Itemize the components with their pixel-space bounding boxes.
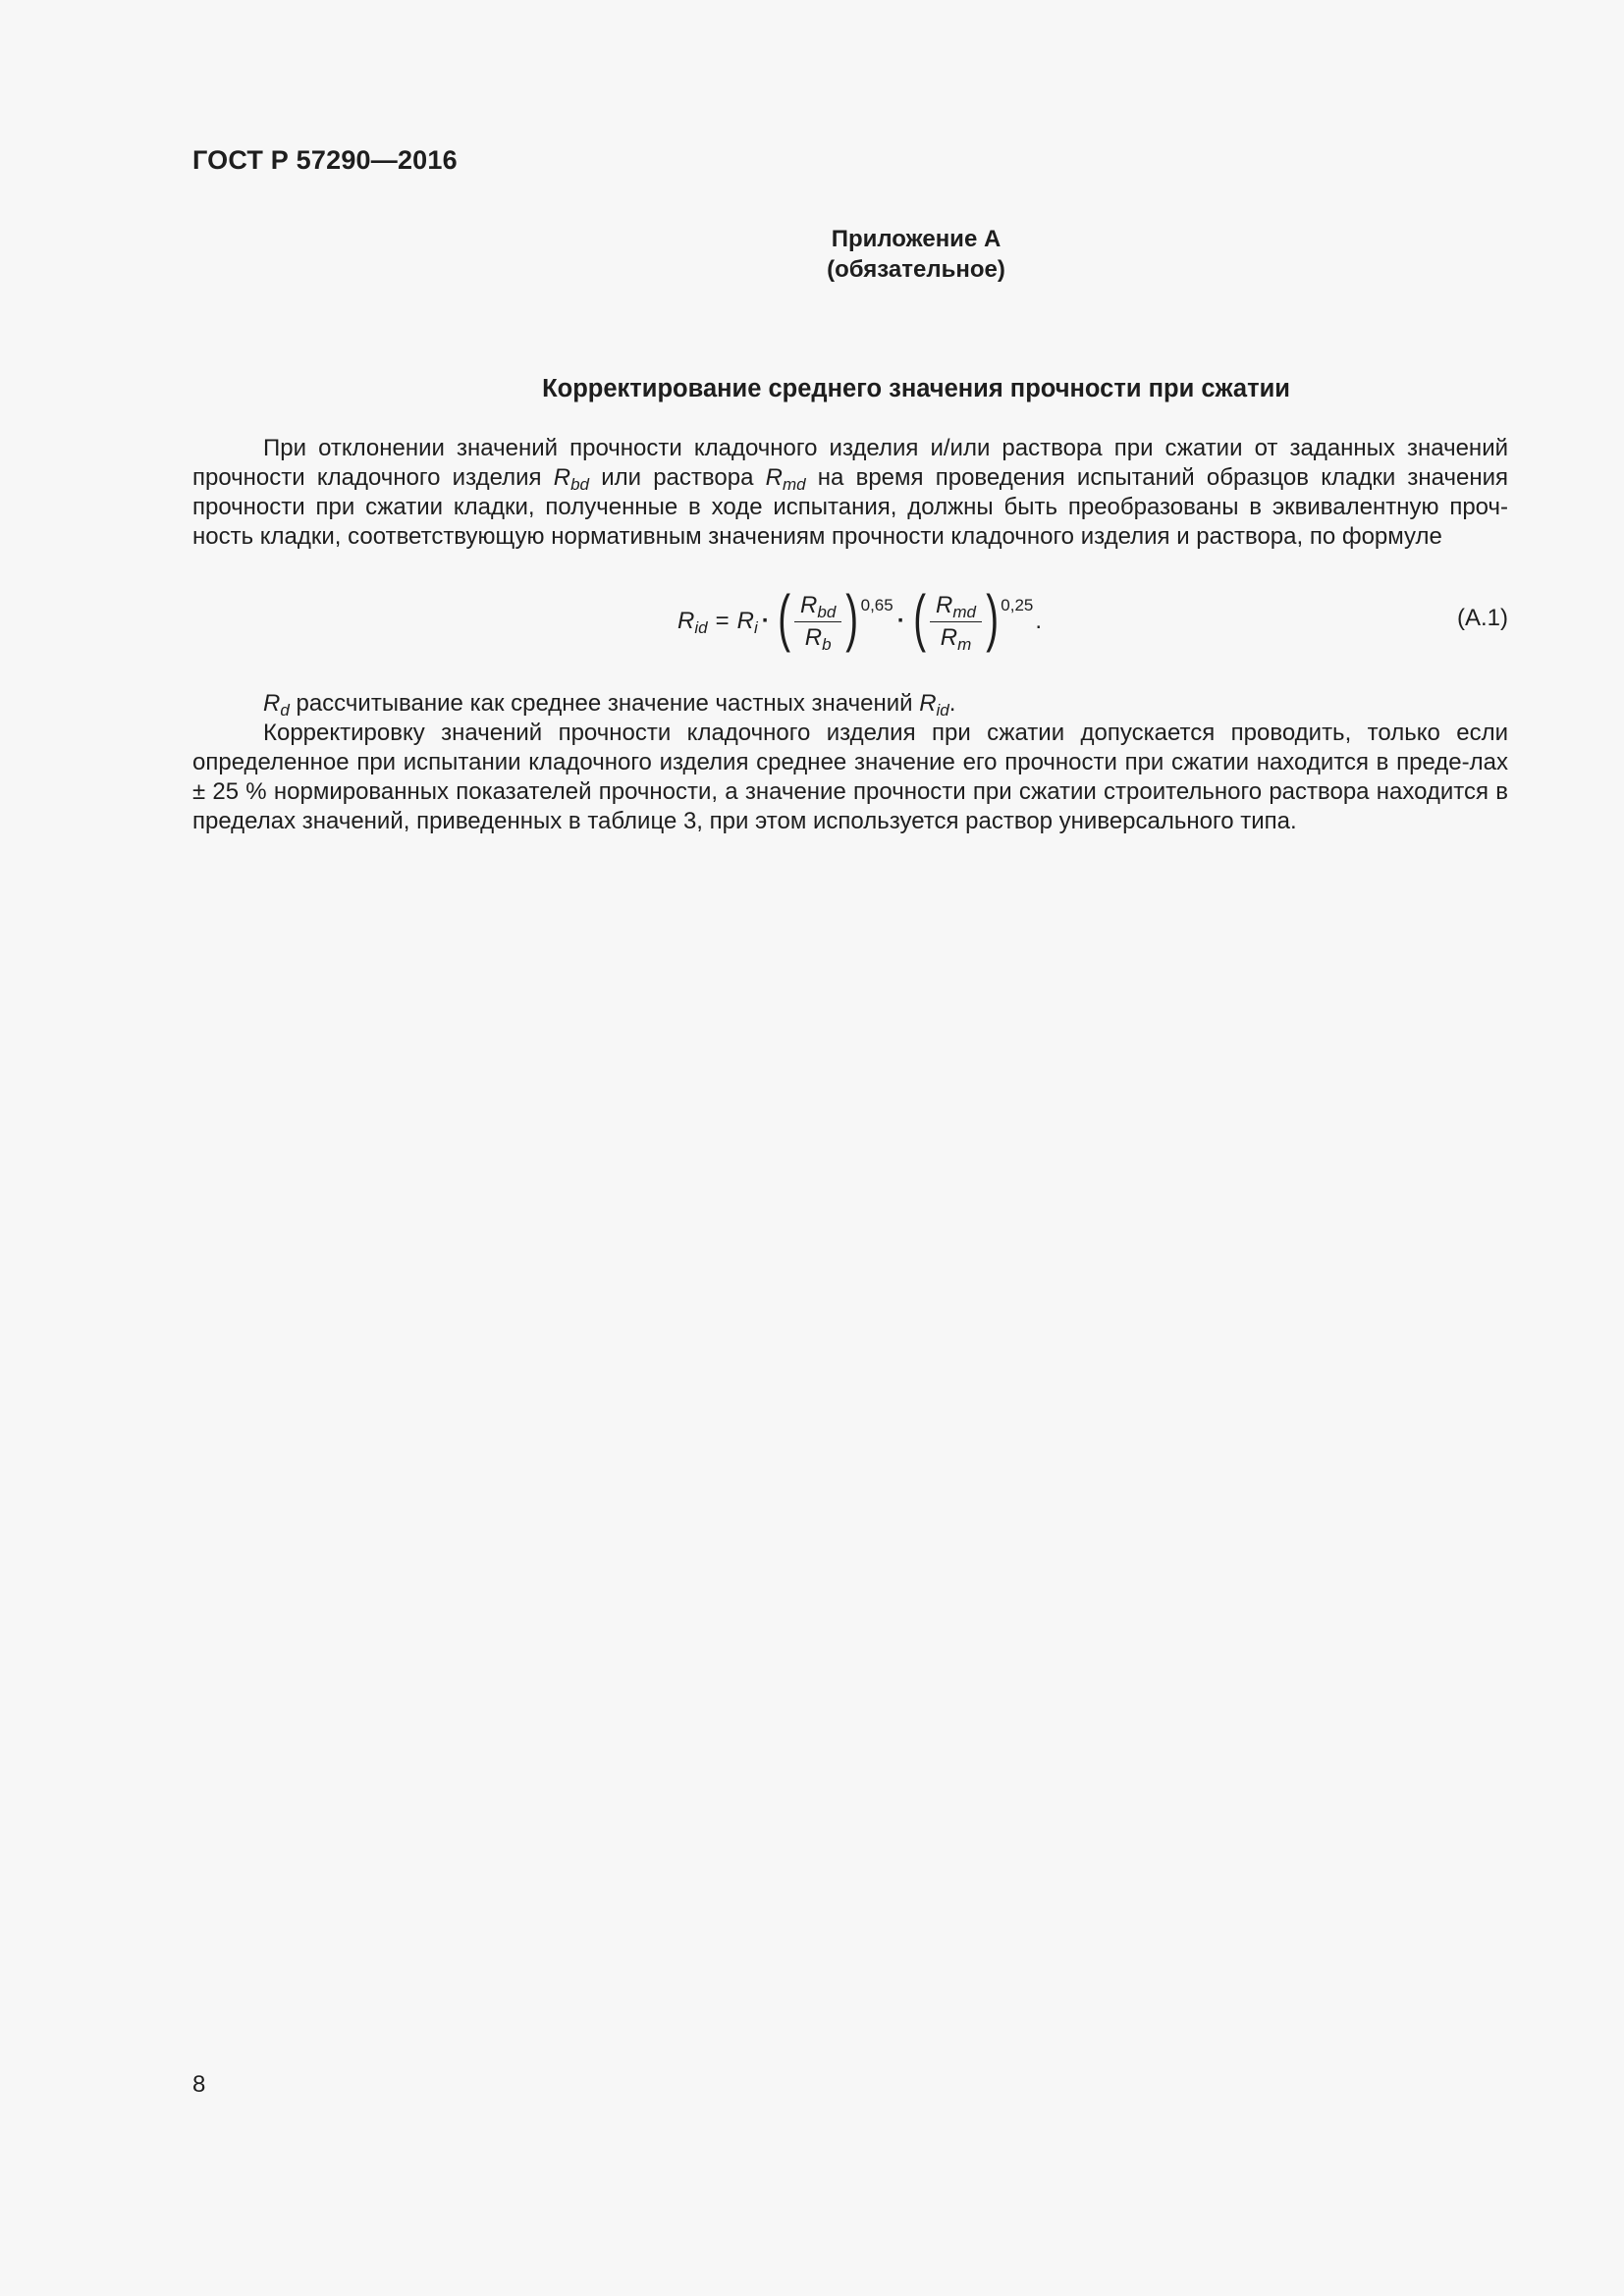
fraction-2-numerator: $R_{md}$ <box>930 592 982 622</box>
fraction-2-denominator: $R_m$ <box>940 623 972 654</box>
paragraph-body <box>192 689 1508 836</box>
formula-lhs: $R_{id}$ <box>677 608 708 637</box>
paragraph-condition: Корректировку значений прочности кладочного изделия при сжатии допускается проводить, только если определенное при испытании кладочного изделия среднее значение его прочности при сжатии находится в преде-лах ± 25 % нормированных показателей прочности, а значение прочности при сжатии строительного раствора находится в пределах значений, приведенных в таблице 3, при этом используется раствор универсального типа. <box>192 720 1508 834</box>
left-paren: ( <box>912 582 926 653</box>
text-run: . <box>948 690 956 717</box>
section-title: Корректирование среднего значения прочности при сжатии <box>542 375 1290 402</box>
exponent-1: 0,65 <box>860 595 893 614</box>
annex-status: (обязательное) <box>827 256 1005 283</box>
fraction-2 <box>930 592 982 652</box>
right-paren: ) <box>845 582 859 653</box>
exponent-2: 0,25 <box>1001 595 1034 614</box>
variable: $R_{md}$ <box>765 464 806 494</box>
text-run: или раствора <box>589 464 766 491</box>
text-run: При отклонении значений прочности кладочного изделия и/или раствора при сжатии от заданных значений прочности кладочного изделия <box>192 435 1508 491</box>
document-header: ГОСТ Р 57290—2016 <box>192 145 458 175</box>
fraction-1-denominator: $R_b$ <box>804 623 832 654</box>
right-paren: ) <box>986 582 1000 653</box>
fraction-1 <box>794 592 841 652</box>
text-run: рассчитывание как среднее значение частных значений <box>289 690 920 717</box>
variable: $R_{bd}$ <box>553 464 589 494</box>
annex-heading <box>0 224 1624 285</box>
formula-term: $R_i$ <box>736 608 758 637</box>
variable: $R_d$ <box>263 690 290 720</box>
paragraph-definition <box>192 689 1508 719</box>
fraction-1-numerator: $R_{bd}$ <box>794 592 841 622</box>
paragraph-intro <box>192 434 1508 552</box>
formula <box>677 577 1042 666</box>
annex-title: Приложение А <box>831 226 1001 252</box>
left-paren: ( <box>777 582 790 653</box>
multiply-dot: · <box>761 608 770 634</box>
multiply-dot: · <box>896 608 905 634</box>
formula-row <box>192 577 1508 666</box>
page-number: 8 <box>192 2071 206 2098</box>
equation-number: (А.1) <box>1456 605 1508 631</box>
formula-end: . <box>1035 608 1043 634</box>
equals-sign: = <box>715 608 730 634</box>
fraction-group-2 <box>909 582 1034 654</box>
fraction-group-1 <box>774 582 893 654</box>
text-run: на время проведения испытаний образцов кладки значения прочности при сжатии кладки, полученные в ходе испытания, должны быть преобразованы в эквивалентную проч-ность кладки, соответствующую нормативным значениям прочности кладочного изделия и раствора, по формуле <box>192 464 1509 550</box>
variable: $R_{id}$ <box>919 690 949 720</box>
